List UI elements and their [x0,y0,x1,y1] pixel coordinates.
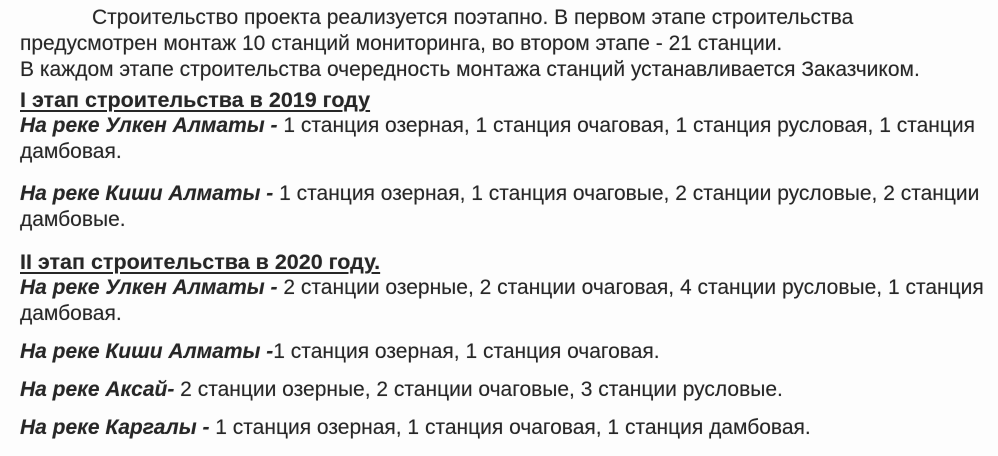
river-name-ulken-almaty: На реке Улкен Алматы - [20,114,278,137]
intro-paragraph-1: Строительство проекта реализуется поэтапно. В первом этапе строительства предусмотрен монтаж 10 станций мониторинга, во втором этапе - 21 станции. [20,6,854,55]
station-details: 1 станция озерная, 1 станция очаговая, 1 станция дамбовая. [209,416,811,439]
river-name-kishi-almaty: На реке Киши Алматы - [20,182,274,205]
station-details: 1 станция озерная, 1 станция очаговая. [273,340,660,363]
stage-2-entry-aksay [20,377,986,403]
station-details: 1 станция озерная, 1 станция очаговые, 2 станции русловые, 2 станции дамбовые. [20,182,980,231]
river-name-kishi-almaty: На реке Киши Алматы - [20,340,274,363]
river-name-kargaly: На реке Каргалы - [20,416,210,439]
stage-2-heading: II этап строительства в 2020 году. [20,250,381,274]
station-details: 2 станции озерные, 2 станции очаговые, 3 станции русловые. [174,378,783,401]
stage-1-heading: I этап строительства в 2019 году [20,88,371,112]
stage-1-entry-ulken [20,113,986,165]
stage-2-entry-kargaly [20,415,986,441]
station-details: 1 станция озерная, 1 станция очаговая, 1 станция русловая, 1 станция дамбовая. [20,114,975,163]
river-name-aksay: На реке Аксай- [20,378,175,401]
stage-1-entry-kishi [20,181,986,233]
river-name-ulken-almaty: На реке Улкен Алматы - [20,276,278,299]
stage-2-entry-ulken [20,275,986,327]
intro-paragraph-2: В каждом этапе строительства очередность монтажа станций устанавливается Заказчиком. [20,58,920,81]
stage-2-entry-kishi [20,339,986,365]
station-details: 2 станции озерные, 2 станции очаговая, 4 станции русловые, 1 станция дамбовая. [20,276,984,325]
